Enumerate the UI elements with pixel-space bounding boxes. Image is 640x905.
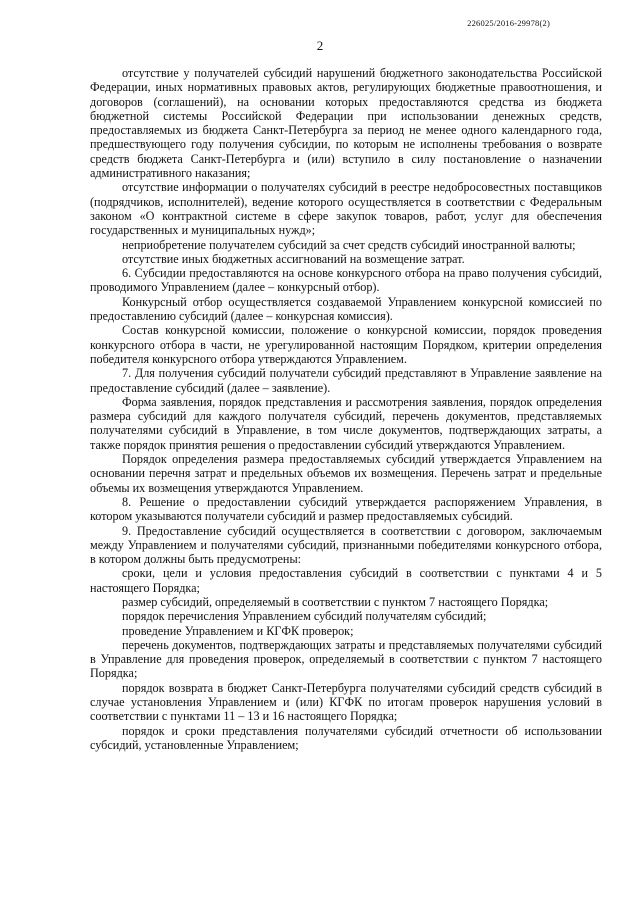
paragraph: проведение Управлением и КГФК проверок; — [122, 623, 354, 638]
paragraph: 8. Решение о предоставлении субсидий утверждается распоряжением Управления, в котором указываются получатели субсидий и размер предоставляемых субсидий. — [90, 494, 602, 524]
paragraph: 9. Предоставление субсидий осуществляется в соответствии с договором, заключаемым между Управлением и получателями субсидий, признанными победителями конкурсного отбора, в котором должны быть предусмотрены: — [90, 523, 602, 567]
paragraph: сроки, цели и условия предоставления субсидий в соответствии с пунктами 4 и 5 настоящего Порядка; — [90, 566, 602, 595]
paragraph: отсутствие информации о получателях субсидий в реестре недобросовестных поставщиков (подрядчиков, исполнителей), ведение которого осуществляется в соответствии с Федеральным законом «О контрактной системе в сфере закупок товаров, работ, услуг для обеспечения государственных и муниципальных нужд»; — [90, 180, 602, 238]
paragraph: порядок и сроки представления получателями субсидий отчетности об использовании субсидий, установленные Управлением; — [90, 723, 602, 752]
document-body — [90, 66, 602, 752]
paragraph: размер субсидий, определяемый в соответствии с пунктом 7 настоящего Порядка; — [122, 594, 549, 609]
paragraph: неприобретение получателем субсидий за счет средств субсидий иностранной валюты; — [122, 237, 576, 252]
document-id: 226025/2016-29978(2) — [467, 18, 550, 28]
paragraph: отсутствие иных бюджетных ассигнований на возмещение затрат. — [122, 251, 465, 266]
page-number: 2 — [316, 38, 324, 53]
paragraph: перечень документов, подтверждающих затраты и представляемых получателями субсидий в Управление для проведения проверок, определяемый в соответствии с пунктом 7 настоящего Порядка; — [90, 637, 602, 681]
paragraph: Состав конкурсной комиссии, положение о конкурсной комиссии, порядок проведения конкурсного отбора в части, не урегулированной настоящим Порядком, критерии определения победителя конкурсного отбора утверждаются Управлением. — [90, 323, 602, 366]
paragraph: Порядок определения размера предоставляемых субсидий утверждается Управлением на основании перечня затрат и предельных объемов их возмещения. Перечень затрат и предельные объемы их возмещения утверждаются Управлением. — [90, 452, 602, 495]
paragraph: порядок возврата в бюджет Санкт-Петербурга получателями субсидий средств субсидий в случае установления Управлением и (или) КГФК по итогам проверок нарушения условий в соответствии с пунктами 11 – 13 и 16 настоящего Порядка; — [90, 680, 602, 724]
paragraph: Форма заявления, порядок представления и рассмотрения заявления, порядок определения размера субсидий для каждого получателя субсидий, перечень документов, представляемых получателями субсидий в Управление, в том числе документов, подтверждающих затраты, а также порядок принятия решения о предоставлении субсидий утверждаются Управлением. — [90, 394, 602, 452]
paragraph: 7. Для получения субсидий получатели субсидий представляют в Управление заявление на предоставление субсидий (далее – заявление). — [90, 366, 602, 395]
paragraph: порядок перечисления Управлением субсидий получателям субсидий; — [122, 609, 487, 624]
paragraph: отсутствие у получателей субсидий нарушений бюджетного законодательства Российской Федерации, иных нормативных правовых актов, регулирующих бюджетные правоотношения, и договоров (соглашений), на основании которых предоставляются средства из бюджета бюджетной системы Российской Федерации при использовании денежных средств, предоставляемых из бюджета Санкт-Петербурга за период не менее одного календарного года, предшествующего году получения субсидии, по которым не исполнены требования о возврате средств бюджета Санкт-Петербурга и (или) вступило в силу постановление о назначении административного наказания; — [90, 66, 602, 181]
paragraph: Конкурсный отбор осуществляется создаваемой Управлением конкурсной комиссией по предоставлению субсидий (далее – конкурсная комиссия). — [90, 294, 602, 324]
paragraph: 6. Субсидии предоставляются на основе конкурсного отбора на право получения субсидий, проводимого Управлением (далее – конкурсный отбор). — [90, 266, 602, 295]
